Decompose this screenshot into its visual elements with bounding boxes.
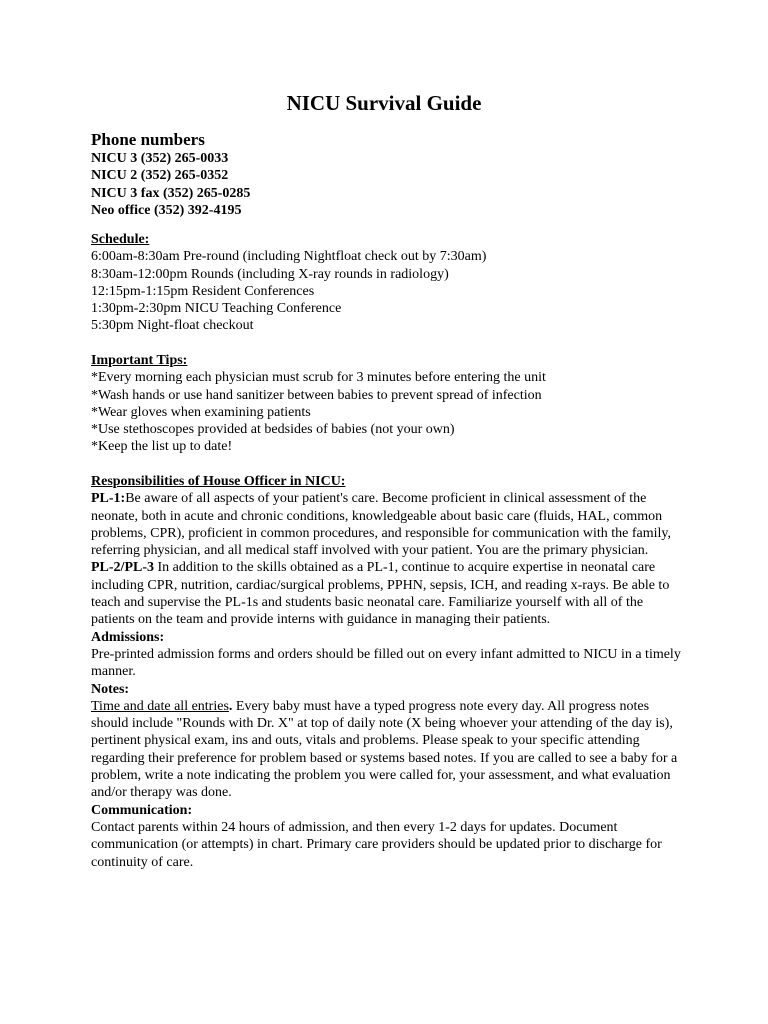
notes-dot: .	[228, 698, 233, 714]
notes-label: Notes:	[91, 681, 130, 697]
notes-text: Every baby must have a typed progress note every day. All progress notes should include "Rounds with Dr. X" at top of daily note (X being whoever your attending of the day is), pertinent physical exam, ins and outs, vitals and problems. Please speak to your specific attending regarding their preference for problem based or systems based notes. If you are called to see a baby for a problem, write a note indicating the problem you were called for, your assessment, and what evaluation and/or therapy was done.	[91, 698, 678, 801]
tip-item: *Keep the list up to date!	[91, 439, 233, 455]
communication-label: Communication:	[91, 802, 193, 818]
phone-section	[91, 130, 691, 219]
pl1-paragraph	[91, 490, 683, 559]
responsibilities-heading: Responsibilities of House Officer in NICU:	[91, 474, 346, 489]
page-title: NICU Survival Guide	[286, 91, 482, 115]
admissions-label: Admissions:	[91, 629, 165, 645]
responsibilities-section	[91, 473, 683, 871]
schedule-item: 6:00am-8:30am Pre-round (including Nightfloat check out by 7:30am)	[91, 249, 487, 265]
pl1-text: Be aware of all aspects of your patient's care. Become proficient in clinical assessment of the neonate, both in acute and chronic conditions, knowledgeable about basic care (fluids, HAL, common problems, CPR), proficient in common procedures, and responsible for communication with the family, referring physician, and all medical staff involved with your patient. You are the primary physician.	[91, 491, 671, 559]
phone-item: NICU 3 (352) 265-0033	[91, 151, 229, 166]
schedule-heading: Schedule:	[91, 232, 150, 247]
tips-section	[91, 352, 691, 456]
communication-text: Contact parents within 24 hours of admission, and then every 1-2 days for updates. Document communication (or attempts) in chart. Primary care providers should be updated prior to discharge for continuity of care.	[91, 819, 662, 870]
tip-item: *Wear gloves when examining patients	[91, 404, 311, 420]
tip-item: *Every morning each physician must scrub for 3 minutes before entering the unit	[91, 370, 546, 386]
schedule-item: 12:15pm-1:15pm Resident Conferences	[91, 283, 315, 299]
phone-item: NICU 2 (352) 265-0352	[91, 168, 229, 184]
phone-heading: Phone numbers	[91, 130, 205, 149]
phone-item: NICU 3 fax (352) 265-0285	[91, 185, 251, 201]
pl23-paragraph	[91, 559, 683, 628]
admissions-text: Pre-printed admission forms and orders should be filled out on every infant admitted to NICU in a timely manner.	[91, 646, 681, 680]
schedule-section	[91, 231, 691, 335]
notes-lead: Time and date all entries	[91, 698, 229, 714]
tips-heading: Important Tips:	[91, 353, 188, 368]
phone-item: Neo office (352) 392-4195	[91, 202, 242, 218]
schedule-item: 1:30pm-2:30pm NICU Teaching Conference	[91, 301, 342, 317]
tip-item: *Wash hands or use hand sanitizer between babies to prevent spread of infection	[91, 387, 542, 403]
schedule-item: 5:30pm Night-float checkout	[91, 318, 254, 334]
pl23-label: PL-2/PL-3	[91, 560, 154, 576]
notes-paragraph	[91, 698, 683, 802]
schedule-item: 8:30am-12:00pm Rounds (including X-ray rounds in radiology)	[91, 266, 449, 282]
pl1-label: PL-1:	[91, 491, 126, 507]
tip-item: *Use stethoscopes provided at bedsides of babies (not your own)	[91, 422, 455, 438]
pl23-text: In addition to the skills obtained as a PL-1, continue to acquire expertise in neonatal care including CPR, nutrition, cardiac/surgical problems, PPHN, sepsis, ICH, and reading x-rays. Be able to teach and supervise the PL-1s and students basic neonatal care. Familiarize yourself with all of the patients on the team and provide interns with guidance in managing their patients.	[91, 560, 670, 628]
